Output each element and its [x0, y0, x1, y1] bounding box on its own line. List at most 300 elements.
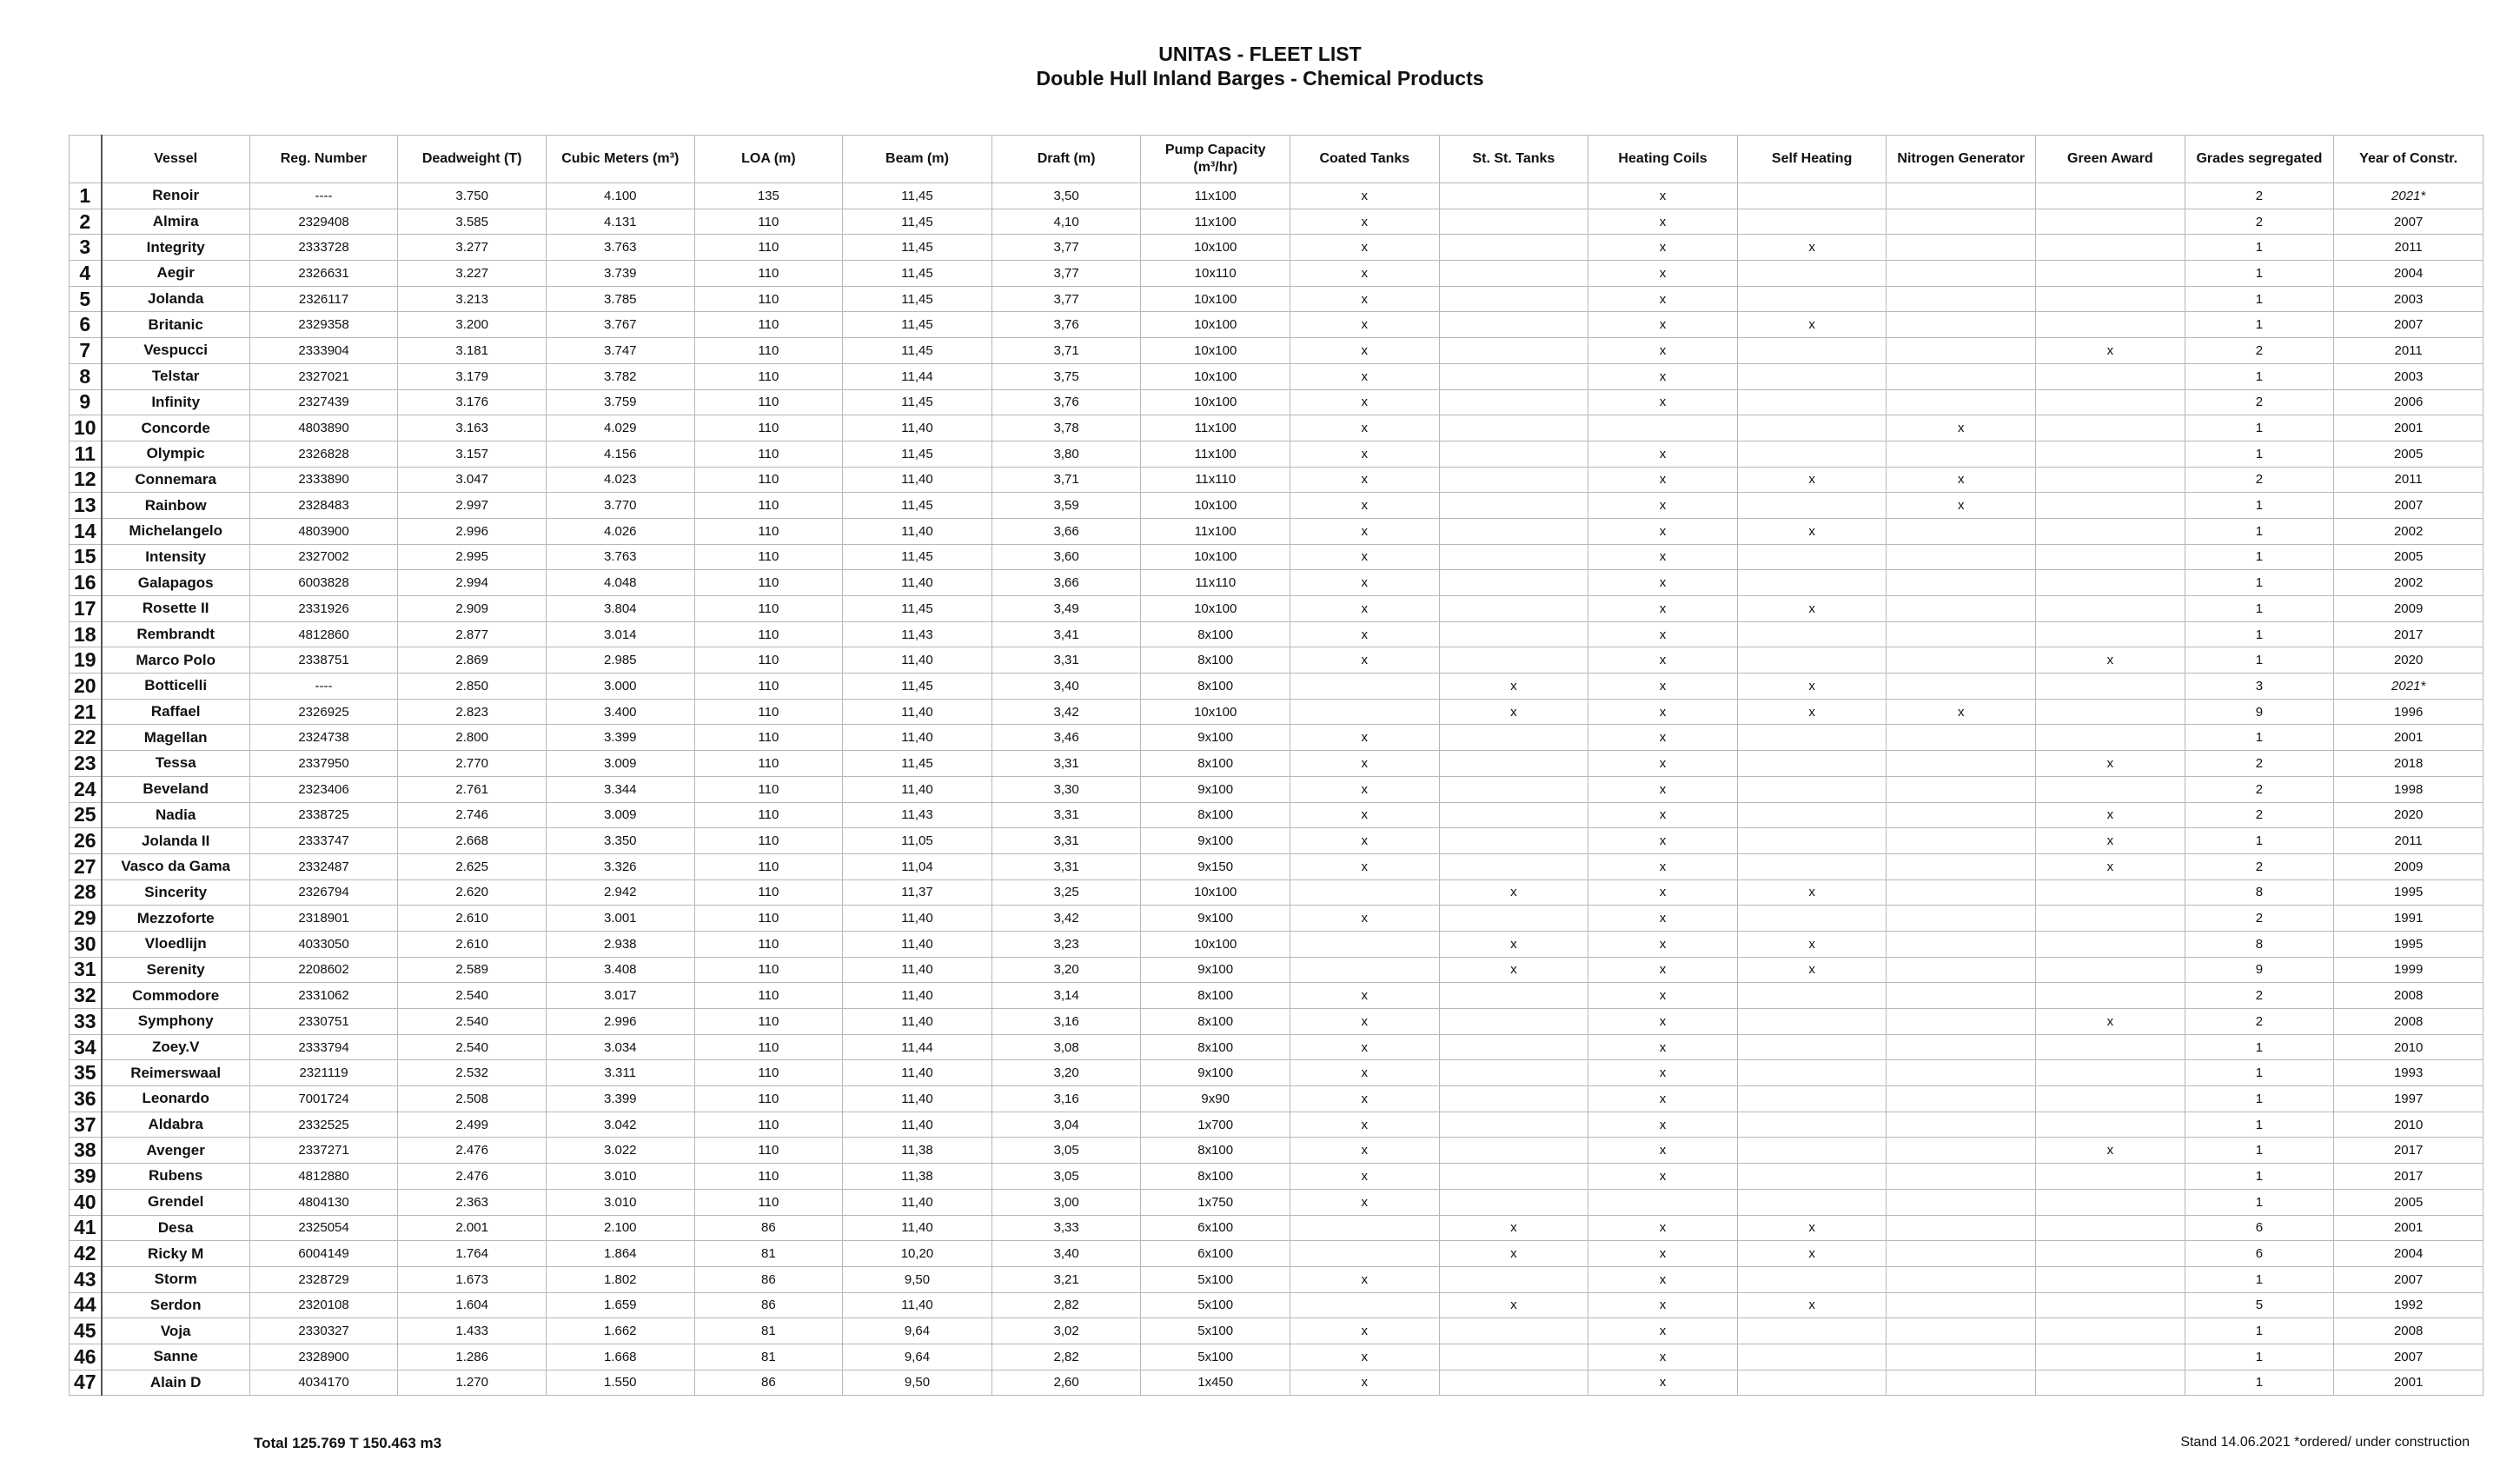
table-cell: x — [1290, 286, 1440, 312]
table-cell: x — [1588, 518, 1738, 544]
table-cell: 8x100 — [1141, 1009, 1290, 1035]
table-cell: x — [1588, 441, 1738, 467]
table-cell: x — [2036, 1138, 2185, 1164]
table-cell: 3.399 — [546, 725, 694, 751]
table-cell — [1887, 286, 2036, 312]
table-cell — [1887, 1266, 2036, 1292]
table-cell: x — [1588, 1241, 1738, 1267]
table-cell: 4812860 — [249, 621, 398, 647]
table-cell — [1439, 312, 1588, 338]
table-cell: 81 — [694, 1241, 843, 1267]
table-cell: x — [1588, 906, 1738, 932]
table-cell — [1887, 261, 2036, 287]
table-cell: 8x100 — [1141, 983, 1290, 1009]
table-cell: 3.014 — [546, 621, 694, 647]
table-cell: x — [1588, 544, 1738, 570]
table-row — [70, 570, 2484, 596]
table-cell: 1 — [2185, 415, 2334, 441]
row-number: 36 — [70, 1086, 102, 1112]
table-cell — [1439, 802, 1588, 828]
table-cell: 2.668 — [398, 828, 547, 854]
table-cell: 9x150 — [1141, 853, 1290, 879]
table-cell — [1887, 441, 2036, 467]
table-cell: 11,44 — [843, 1034, 992, 1060]
table-row — [70, 751, 2484, 777]
table-cell — [1439, 493, 1588, 519]
row-number: 30 — [70, 931, 102, 957]
table-cell: 2324738 — [249, 725, 398, 751]
table-cell: 3.399 — [546, 1086, 694, 1112]
table-cell: x — [1588, 699, 1738, 725]
row-number: 13 — [70, 493, 102, 519]
table-cell: x — [2036, 751, 2185, 777]
table-cell: 1 — [2185, 725, 2334, 751]
table-row — [70, 1241, 2484, 1267]
table-cell — [1439, 1318, 1588, 1344]
row-number: 10 — [70, 415, 102, 441]
table-cell — [1439, 415, 1588, 441]
table-row — [70, 209, 2484, 235]
table-cell: 2001 — [2334, 725, 2484, 751]
vessel-name: Jolanda — [102, 286, 250, 312]
table-cell — [1737, 776, 1887, 802]
table-cell: 2001 — [2334, 415, 2484, 441]
table-cell: x — [1290, 1060, 1440, 1086]
table-cell: 2.620 — [398, 879, 547, 906]
table-cell: 11,38 — [843, 1138, 992, 1164]
table-cell: x — [1588, 1370, 1738, 1396]
table-cell: 2326794 — [249, 879, 398, 906]
table-cell: 11,40 — [843, 906, 992, 932]
table-cell: x — [1439, 699, 1588, 725]
table-cell: 9x100 — [1141, 776, 1290, 802]
table-cell — [1887, 1086, 2036, 1112]
table-cell: 2326925 — [249, 699, 398, 725]
table-cell — [1439, 1009, 1588, 1035]
table-cell: 2.800 — [398, 725, 547, 751]
table-cell: 4804130 — [249, 1189, 398, 1215]
table-cell: 2011 — [2334, 467, 2484, 493]
table-cell: 3.739 — [546, 261, 694, 287]
row-number: 31 — [70, 957, 102, 983]
table-cell: x — [1290, 338, 1440, 364]
table-cell: 2 — [2185, 983, 2334, 1009]
table-cell: 1 — [2185, 596, 2334, 622]
table-cell — [1737, 570, 1887, 596]
vessel-name: Serdon — [102, 1292, 250, 1318]
table-cell — [1887, 1138, 2036, 1164]
table-cell — [1439, 183, 1588, 209]
table-cell: 11,40 — [843, 1112, 992, 1138]
table-cell: 3,20 — [991, 957, 1141, 983]
column-header: Draft (m) — [991, 136, 1141, 183]
table-cell: 110 — [694, 493, 843, 519]
table-row — [70, 415, 2484, 441]
table-cell: 1.764 — [398, 1241, 547, 1267]
table-cell: 5x100 — [1141, 1318, 1290, 1344]
table-cell: 2001 — [2334, 1370, 2484, 1396]
table-cell: 5x100 — [1141, 1344, 1290, 1370]
table-cell: 11x100 — [1141, 518, 1290, 544]
table-cell: x — [1588, 1112, 1738, 1138]
column-header: Vessel — [102, 136, 250, 183]
table-cell: 2.476 — [398, 1138, 547, 1164]
table-cell: 3.010 — [546, 1164, 694, 1190]
table-cell: x — [1290, 389, 1440, 415]
table-cell: 3,00 — [991, 1189, 1141, 1215]
table-cell: x — [2036, 802, 2185, 828]
table-cell: 11,40 — [843, 983, 992, 1009]
table-cell — [1887, 983, 2036, 1009]
table-row — [70, 544, 2484, 570]
row-number: 2 — [70, 209, 102, 235]
table-cell: 3,71 — [991, 467, 1141, 493]
table-cell: 1.270 — [398, 1370, 547, 1396]
table-row — [70, 647, 2484, 674]
table-cell — [1737, 853, 1887, 879]
table-cell: 3,80 — [991, 441, 1141, 467]
table-cell: 9 — [2185, 699, 2334, 725]
table-cell — [2036, 286, 2185, 312]
table-cell: 10x100 — [1141, 389, 1290, 415]
table-cell — [1737, 363, 1887, 389]
column-header: Green Award — [2036, 136, 2185, 183]
table-cell — [2036, 1034, 2185, 1060]
table-cell: 4.023 — [546, 467, 694, 493]
table-cell: 2333890 — [249, 467, 398, 493]
table-row — [70, 1060, 2484, 1086]
table-cell: 10x100 — [1141, 879, 1290, 906]
vessel-name: Rembrandt — [102, 621, 250, 647]
vessel-name: Aldabra — [102, 1112, 250, 1138]
table-cell: 3,23 — [991, 931, 1141, 957]
table-cell — [1737, 286, 1887, 312]
table-cell — [2036, 725, 2185, 751]
table-cell: 2008 — [2334, 1318, 2484, 1344]
row-number: 35 — [70, 1060, 102, 1086]
table-cell — [2036, 1086, 2185, 1112]
table-cell — [1439, 853, 1588, 879]
table-cell — [1887, 931, 2036, 957]
table-cell: x — [1290, 261, 1440, 287]
row-number: 33 — [70, 1009, 102, 1035]
table-body — [70, 183, 2484, 1396]
table-cell: 3.009 — [546, 751, 694, 777]
table-cell: 2009 — [2334, 853, 2484, 879]
table-cell: x — [1290, 235, 1440, 261]
table-cell: 3,31 — [991, 751, 1141, 777]
table-cell — [1887, 647, 2036, 674]
table-cell: 3,33 — [991, 1215, 1141, 1241]
table-cell — [1887, 674, 2036, 700]
table-cell: 1.604 — [398, 1292, 547, 1318]
table-cell: 3,76 — [991, 389, 1141, 415]
table-cell: 2001 — [2334, 1215, 2484, 1241]
table-cell — [2036, 596, 2185, 622]
table-row — [70, 235, 2484, 261]
table-cell — [1737, 983, 1887, 1009]
table-cell: 2017 — [2334, 621, 2484, 647]
table-cell: x — [1290, 467, 1440, 493]
table-cell: 3,41 — [991, 621, 1141, 647]
table-cell: 3.763 — [546, 544, 694, 570]
table-cell — [1439, 1112, 1588, 1138]
vessel-name: Alain D — [102, 1370, 250, 1396]
table-cell — [1887, 570, 2036, 596]
table-cell: 4.048 — [546, 570, 694, 596]
table-cell: 3,25 — [991, 879, 1141, 906]
table-cell — [2036, 415, 2185, 441]
table-cell: 2 — [2185, 906, 2334, 932]
table-cell: 3,50 — [991, 183, 1141, 209]
table-cell: 11,45 — [843, 751, 992, 777]
table-cell: x — [1737, 699, 1887, 725]
table-row — [70, 389, 2484, 415]
table-cell: 2328729 — [249, 1266, 398, 1292]
table-cell — [2036, 879, 2185, 906]
table-cell: 2007 — [2334, 493, 2484, 519]
table-cell: 2020 — [2334, 802, 2484, 828]
table-cell: 2.938 — [546, 931, 694, 957]
table-cell: 3.010 — [546, 1189, 694, 1215]
table-cell: x — [1737, 467, 1887, 493]
table-cell — [1439, 1086, 1588, 1112]
table-cell — [1887, 1034, 2036, 1060]
vessel-name: Galapagos — [102, 570, 250, 596]
table-cell: 11,40 — [843, 1009, 992, 1035]
table-cell: 8x100 — [1141, 802, 1290, 828]
table-cell: 2021* — [2334, 674, 2484, 700]
table-cell — [2036, 1344, 2185, 1370]
table-cell: 2333728 — [249, 235, 398, 261]
vessel-name: Rainbow — [102, 493, 250, 519]
table-cell: 2 — [2185, 183, 2334, 209]
table-cell — [1887, 1215, 2036, 1241]
vessel-name: Vloedlijn — [102, 931, 250, 957]
table-cell: 7001724 — [249, 1086, 398, 1112]
table-cell: 1x700 — [1141, 1112, 1290, 1138]
table-cell: 2337950 — [249, 751, 398, 777]
table-cell — [1737, 1318, 1887, 1344]
column-header: Grades segregated — [2185, 136, 2334, 183]
table-cell: 11,45 — [843, 389, 992, 415]
vessel-name: Connemara — [102, 467, 250, 493]
table-cell: 3.326 — [546, 853, 694, 879]
table-cell — [1887, 1241, 2036, 1267]
table-cell: 110 — [694, 363, 843, 389]
table-cell: 3.000 — [546, 674, 694, 700]
table-cell: 2,82 — [991, 1292, 1141, 1318]
table-cell — [1737, 1164, 1887, 1190]
table-cell — [1588, 1189, 1738, 1215]
table-cell — [2036, 776, 2185, 802]
vessel-name: Desa — [102, 1215, 250, 1241]
vessel-name: Grendel — [102, 1189, 250, 1215]
table-cell — [2036, 518, 2185, 544]
table-cell: x — [1290, 725, 1440, 751]
table-cell: 2007 — [2334, 1266, 2484, 1292]
table-cell: 2338725 — [249, 802, 398, 828]
table-cell: 1.864 — [546, 1241, 694, 1267]
table-cell — [1887, 389, 2036, 415]
table-cell: 3.163 — [398, 415, 547, 441]
row-number: 34 — [70, 1034, 102, 1060]
table-cell: 3.227 — [398, 261, 547, 287]
table-cell: 10x100 — [1141, 544, 1290, 570]
table-cell: 110 — [694, 699, 843, 725]
table-cell: 11,45 — [843, 209, 992, 235]
row-number: 8 — [70, 363, 102, 389]
table-cell — [2036, 209, 2185, 235]
table-cell: x — [1588, 183, 1738, 209]
row-number: 19 — [70, 647, 102, 674]
table-cell — [2036, 1292, 2185, 1318]
row-number: 6 — [70, 312, 102, 338]
table-cell: 3,04 — [991, 1112, 1141, 1138]
table-cell — [1439, 1138, 1588, 1164]
table-cell: 1.668 — [546, 1344, 694, 1370]
row-number: 1 — [70, 183, 102, 209]
table-cell — [2036, 235, 2185, 261]
table-cell: 3.179 — [398, 363, 547, 389]
table-cell: 5 — [2185, 1292, 2334, 1318]
table-cell: x — [1588, 674, 1738, 700]
table-cell: 2 — [2185, 389, 2334, 415]
table-cell: x — [1290, 493, 1440, 519]
table-cell: x — [1290, 621, 1440, 647]
table-cell — [1439, 596, 1588, 622]
vessel-name: Vasco da Gama — [102, 853, 250, 879]
table-cell: x — [1737, 518, 1887, 544]
vessel-name: Intensity — [102, 544, 250, 570]
table-cell: 110 — [694, 544, 843, 570]
column-header: Pump Capacity (m³/hr) — [1141, 136, 1290, 183]
table-cell — [1737, 1034, 1887, 1060]
table-cell: 2.001 — [398, 1215, 547, 1241]
table-cell: 3,46 — [991, 725, 1141, 751]
table-cell — [1887, 544, 2036, 570]
table-cell: x — [1588, 389, 1738, 415]
table-cell: 2.823 — [398, 699, 547, 725]
table-cell: x — [1588, 596, 1738, 622]
table-cell: 11,40 — [843, 699, 992, 725]
table-cell: x — [2036, 647, 2185, 674]
table-cell: 110 — [694, 1164, 843, 1190]
table-cell: 11,40 — [843, 776, 992, 802]
table-row — [70, 1189, 2484, 1215]
table-cell: 1 — [2185, 1060, 2334, 1086]
table-cell: 2017 — [2334, 1164, 2484, 1190]
table-row — [70, 441, 2484, 467]
table-cell: 110 — [694, 931, 843, 957]
table-cell: x — [1290, 853, 1440, 879]
table-cell: 3,60 — [991, 544, 1141, 570]
table-cell: 1 — [2185, 518, 2334, 544]
table-cell: 4033050 — [249, 931, 398, 957]
table-cell — [1439, 518, 1588, 544]
table-cell: 4812880 — [249, 1164, 398, 1190]
table-cell: 2 — [2185, 338, 2334, 364]
table-cell: x — [1290, 1318, 1440, 1344]
table-cell: 2.100 — [546, 1215, 694, 1241]
table-row — [70, 518, 2484, 544]
table-cell: 2208602 — [249, 957, 398, 983]
table-cell — [1887, 183, 2036, 209]
table-cell: 3.277 — [398, 235, 547, 261]
table-cell: 11,45 — [843, 261, 992, 287]
table-cell — [1439, 441, 1588, 467]
table-cell: 11,38 — [843, 1164, 992, 1190]
table-cell: 11x100 — [1141, 441, 1290, 467]
table-cell: 2010 — [2334, 1034, 2484, 1060]
row-number: 32 — [70, 983, 102, 1009]
table-cell: 2.499 — [398, 1112, 547, 1138]
vessel-name: Sincerity — [102, 879, 250, 906]
table-cell — [1737, 828, 1887, 854]
table-cell — [1439, 1164, 1588, 1190]
table-cell: 2337271 — [249, 1138, 398, 1164]
table-cell: 2005 — [2334, 544, 2484, 570]
table-cell: 3,49 — [991, 596, 1141, 622]
row-number: 43 — [70, 1266, 102, 1292]
table-cell: 110 — [694, 389, 843, 415]
vessel-name: Concorde — [102, 415, 250, 441]
table-cell: 3,20 — [991, 1060, 1141, 1086]
table-cell: x — [1588, 1266, 1738, 1292]
table-cell — [2036, 1318, 2185, 1344]
table-cell: 2003 — [2334, 363, 2484, 389]
table-cell: 1 — [2185, 363, 2334, 389]
table-cell: x — [1588, 802, 1738, 828]
table-cell: 2.363 — [398, 1189, 547, 1215]
table-cell — [1737, 183, 1887, 209]
table-cell: 1 — [2185, 647, 2334, 674]
table-cell: x — [1737, 235, 1887, 261]
row-number: 17 — [70, 596, 102, 622]
table-cell — [1439, 1189, 1588, 1215]
table-cell: x — [1737, 312, 1887, 338]
table-cell: 3,77 — [991, 235, 1141, 261]
table-cell — [2036, 389, 2185, 415]
row-number: 11 — [70, 441, 102, 467]
table-row — [70, 1164, 2484, 1190]
table-cell: 1.659 — [546, 1292, 694, 1318]
table-cell — [1439, 209, 1588, 235]
table-cell — [1737, 1138, 1887, 1164]
vessel-name: Mezzoforte — [102, 906, 250, 932]
table-cell: 3.176 — [398, 389, 547, 415]
table-cell: x — [1290, 363, 1440, 389]
table-cell — [1737, 209, 1887, 235]
table-cell: 2326828 — [249, 441, 398, 467]
table-cell: 1 — [2185, 261, 2334, 287]
table-cell — [1737, 1112, 1887, 1138]
table-cell: 11,45 — [843, 286, 992, 312]
table-cell: x — [1588, 209, 1738, 235]
table-cell: 11,45 — [843, 596, 992, 622]
table-cell: 3,40 — [991, 1241, 1141, 1267]
table-cell: 3,75 — [991, 363, 1141, 389]
table-cell: 110 — [694, 467, 843, 493]
table-cell: x — [1737, 1241, 1887, 1267]
table-cell — [1439, 983, 1588, 1009]
table-cell: 1996 — [2334, 699, 2484, 725]
table-cell: 11,40 — [843, 570, 992, 596]
table-cell — [1737, 338, 1887, 364]
row-number: 37 — [70, 1112, 102, 1138]
row-number: 24 — [70, 776, 102, 802]
table-cell: 1 — [2185, 1318, 2334, 1344]
